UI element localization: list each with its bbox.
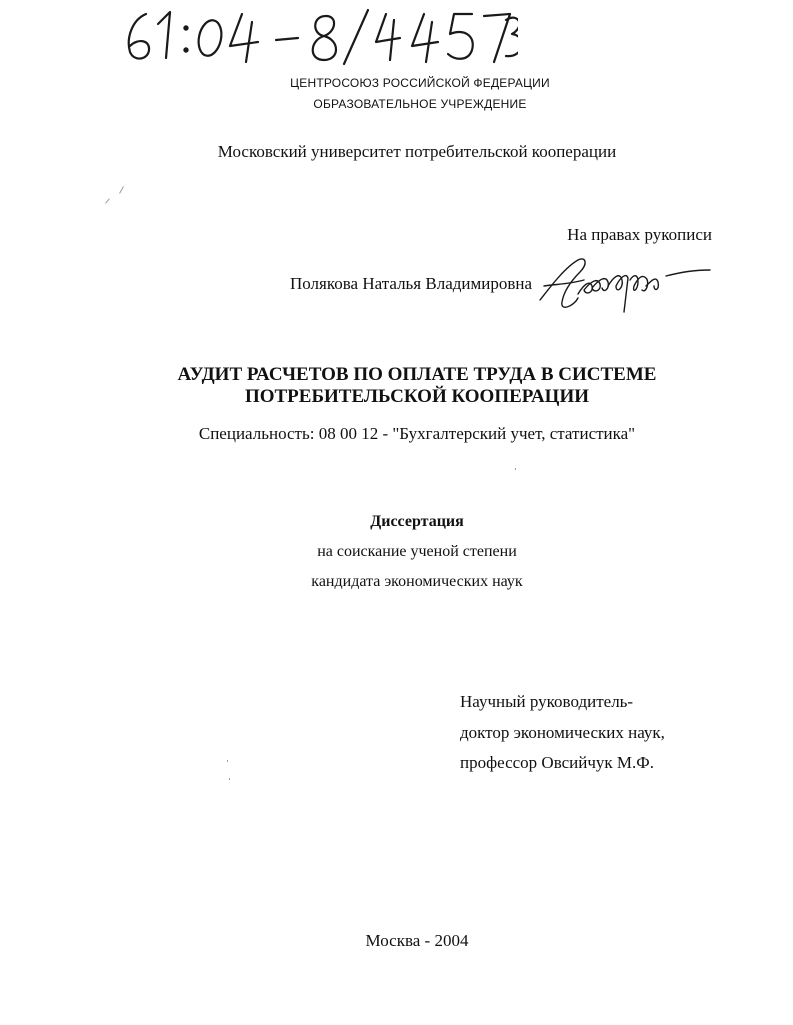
dissertation-title-line-2: ПОТРЕБИТЕЛЬСКОЙ КООПЕРАЦИИ [244,386,590,407]
dissertation-degree: кандидата экономических наук [311,573,523,590]
margin-mark [119,186,124,193]
advisor-degree: доктор экономических наук, [460,723,665,742]
organization-line-1: ЦЕНТРОСОЮЗ РОССИЙСКОЙ ФЕДЕРАЦИИ [290,76,550,90]
author-name: Полякова Наталья Владимировна [290,274,533,293]
archive-code-handwritten [118,6,518,66]
specialty: Специальность: 08 00 12 - "Бухгалтерский учет, статистика" [198,424,636,443]
advisor-name: профессор Овсийчук М.Ф. [460,753,654,772]
advisor-role: Научный руководитель- [460,692,634,711]
university-name: Московский университет потребительской кооперации [217,142,617,161]
dissertation-purpose: на соискание ученой степени [317,543,517,560]
dissertation-type: Диссертация [370,513,464,530]
scan-speck [515,468,516,470]
dissertation-title-line-1: АУДИТ РАСЧЕТОВ ПО ОПЛАТЕ ТРУДА В СИСТЕМЕ [177,364,657,385]
margin-mark [105,198,110,203]
author-signature [534,250,714,320]
organization-line-2: ОБРАЗОВАТЕЛЬНОЕ УЧРЕЖДЕНИЕ [313,97,527,111]
city-year: Москва - 2004 [365,931,469,950]
manuscript-rights: На правах рукописи [567,225,712,244]
scan-speck [227,760,228,762]
scan-speck [229,778,230,780]
